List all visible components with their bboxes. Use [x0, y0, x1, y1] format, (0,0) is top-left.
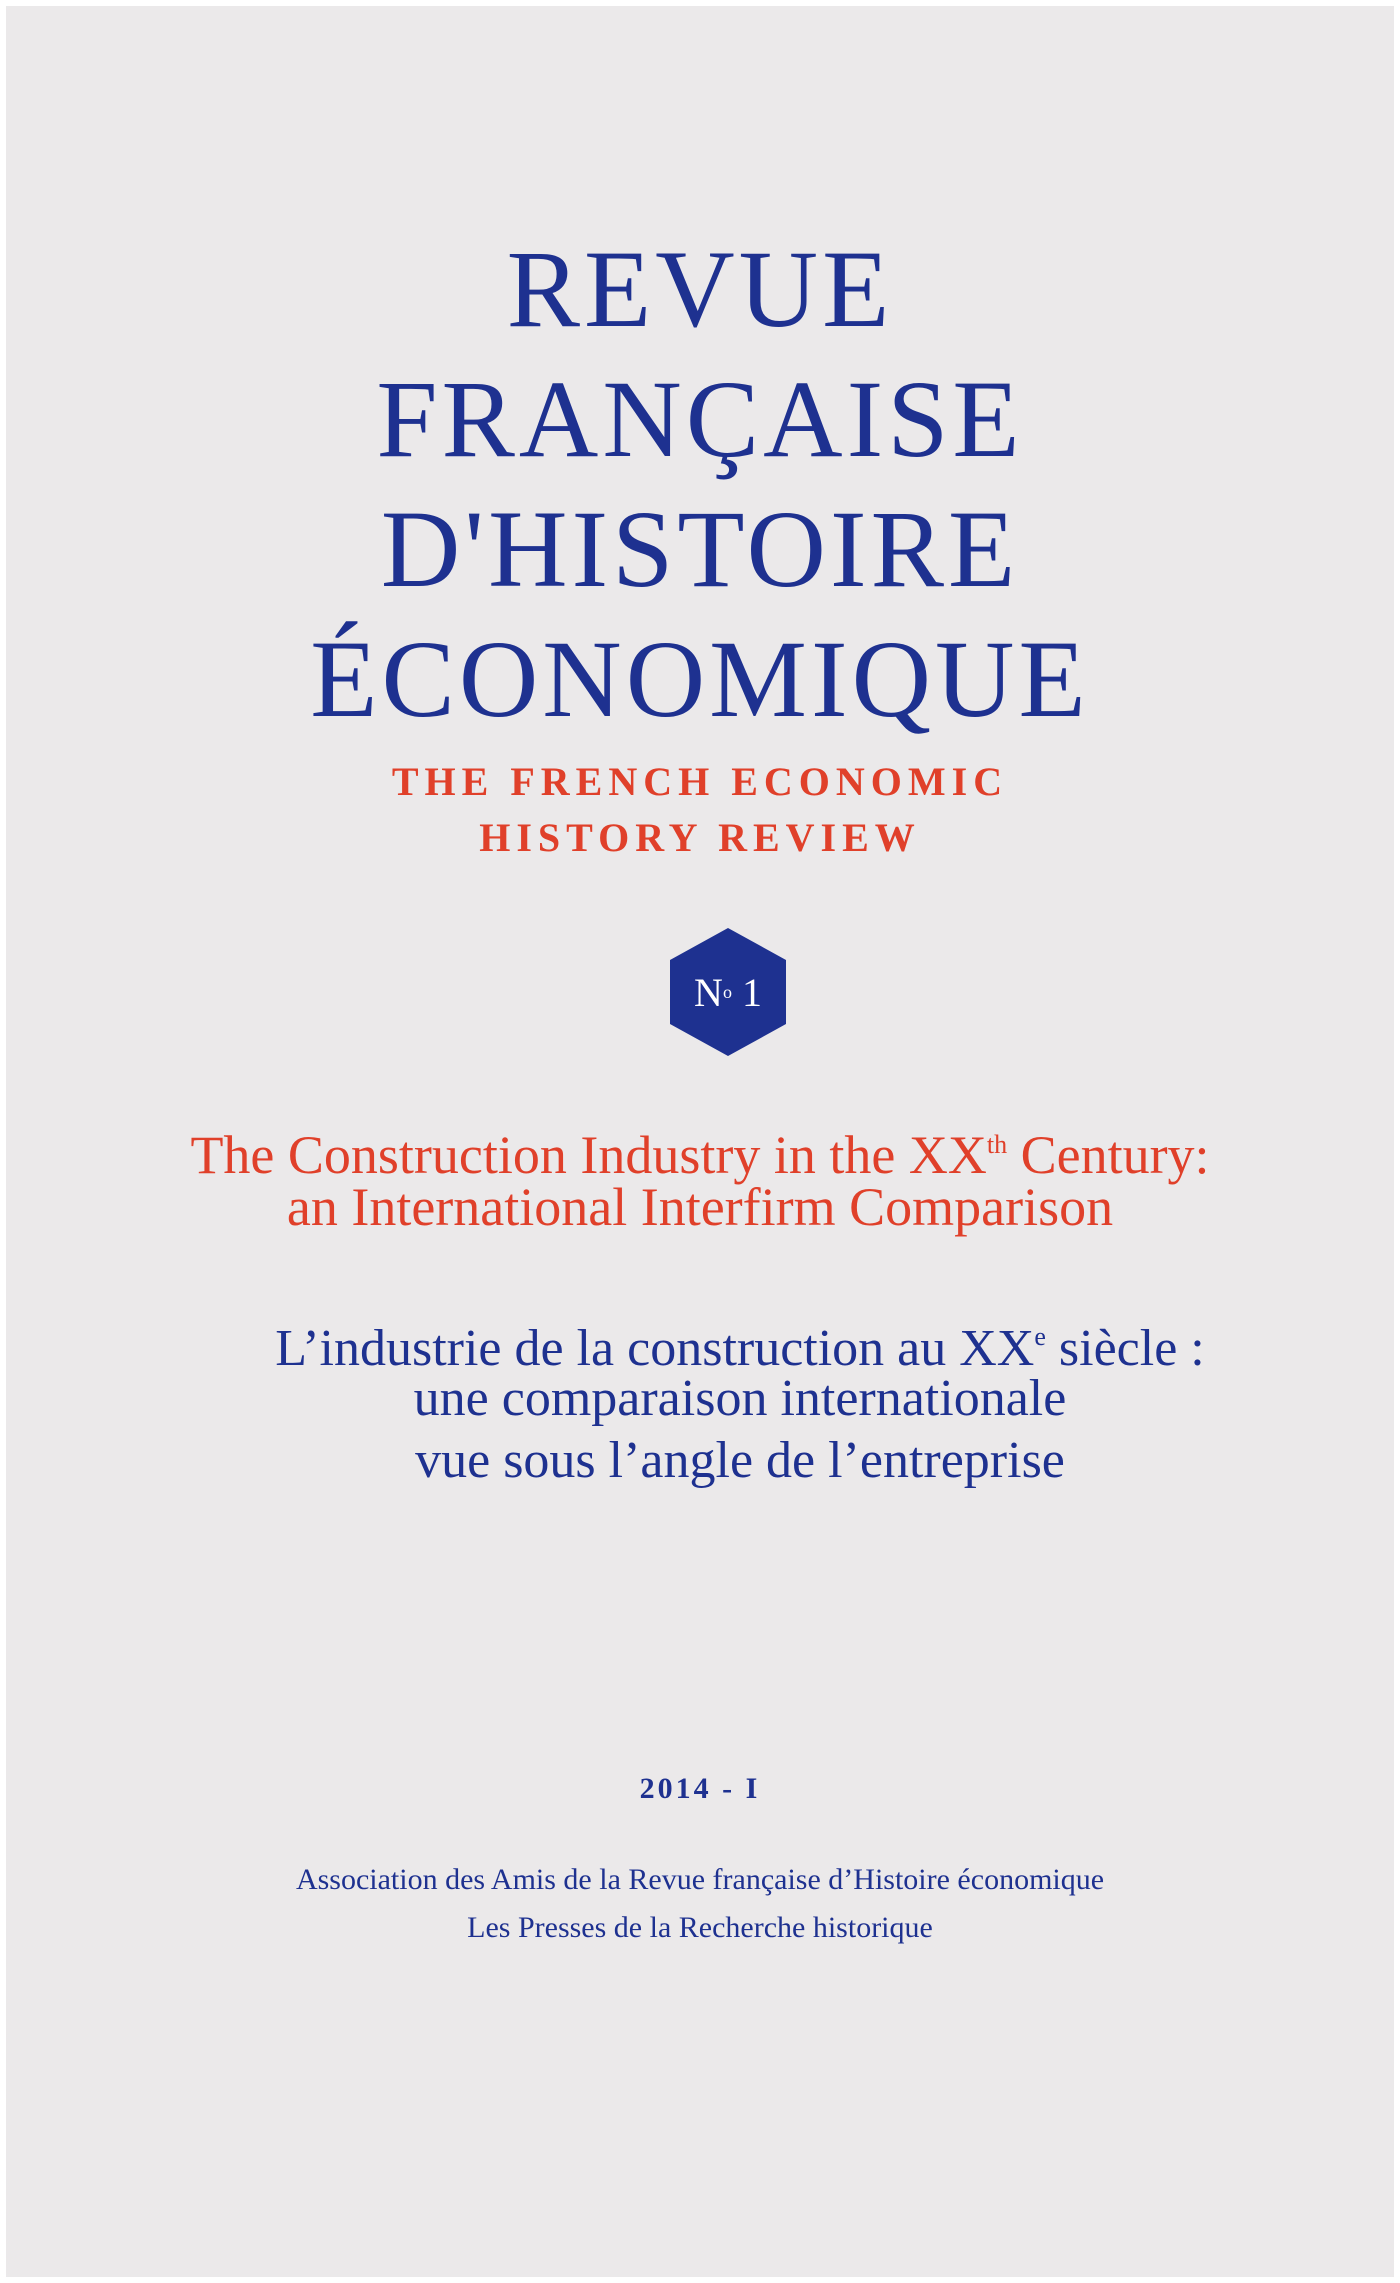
journal-title-line-1: REVUE: [506, 228, 894, 350]
cover: [6, 6, 1394, 2277]
publisher-association: Association des Amis de la Revue française d’Histoire économique: [295, 1863, 1105, 1896]
publisher-presses: Les Presses de la Recherche historique: [467, 1911, 933, 1944]
theme-english-sup: th: [986, 1130, 1008, 1159]
theme-french-text: L’industrie de la construction au XX: [275, 1320, 1035, 1377]
theme-french-sup: e: [1034, 1322, 1046, 1351]
theme-french-text-end: siècle :: [1045, 1320, 1205, 1377]
issue-prefix-sup: o: [722, 981, 732, 1002]
theme-english-line-2: an International Interfirm Comparison: [286, 1177, 1114, 1237]
theme-french-line-3: vue sous l’angle de l’entreprise: [415, 1432, 1065, 1489]
theme-english-text-end: Century:: [1007, 1125, 1210, 1185]
theme-english-text: The Construction Industry in the XX: [190, 1125, 987, 1185]
journal-subtitle-line-1: THE FRENCH ECONOMIC: [391, 759, 1009, 804]
journal-title-line-4: ÉCONOMIQUE: [310, 618, 1090, 740]
theme-french-line-2: une comparaison internationale: [413, 1370, 1067, 1427]
journal-title-line-3: D'HISTOIRE: [380, 488, 1020, 610]
issue-number-badge: [668, 928, 788, 1056]
journal-title-line-2: FRANÇAISE: [376, 358, 1024, 480]
issue-year: 2014 - I: [639, 1772, 761, 1805]
journal-subtitle-line-2: HISTORY REVIEW: [479, 815, 921, 860]
issue-prefix: N: [694, 969, 723, 1015]
issue-number-value: 1: [741, 969, 762, 1015]
issue-number: [668, 928, 788, 1056]
